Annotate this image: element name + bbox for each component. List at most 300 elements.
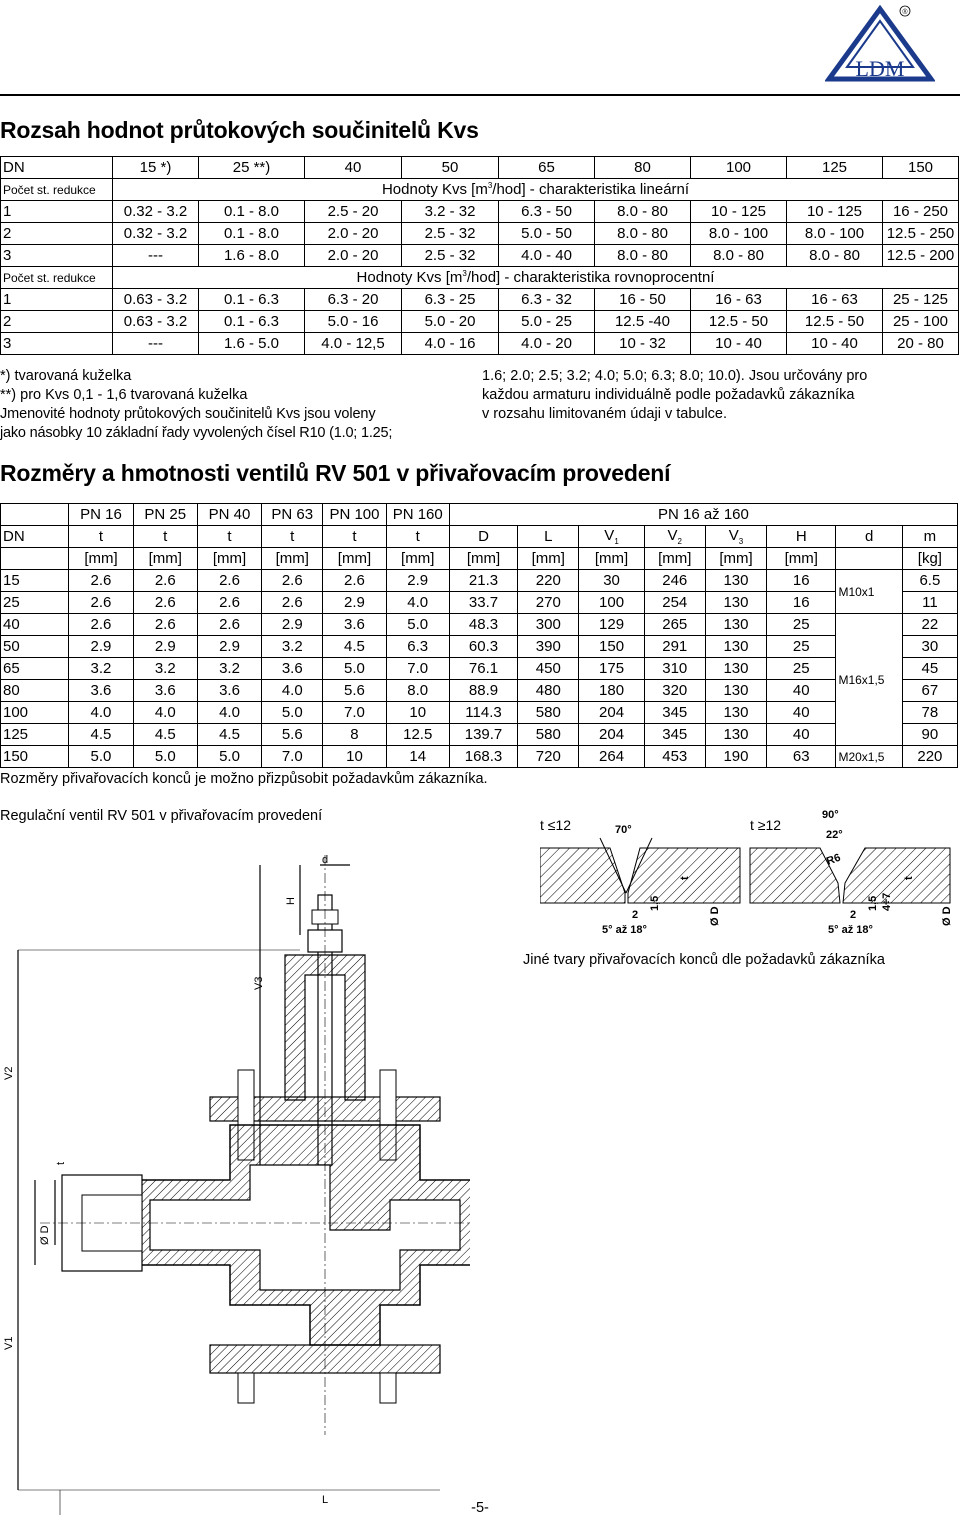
dims-cell: 130 <box>705 724 766 746</box>
dims-row <box>1 658 958 680</box>
kvs-section-header <box>1 267 959 289</box>
svg-text:4÷7: 4÷7 <box>881 892 893 911</box>
dims-cell: 265 <box>644 614 705 636</box>
kvs-cell: 16 - 50 <box>595 289 691 311</box>
mass-value: 67 <box>902 680 957 702</box>
kvs-cell: 8.0 - 80 <box>595 201 691 223</box>
dims-cell: 60.3 <box>449 636 517 658</box>
dims-row <box>1 724 958 746</box>
kvs-cell: 5.0 - 25 <box>499 311 595 333</box>
unit: [mm] <box>579 548 644 570</box>
col-header: $V_3$ <box>705 526 766 548</box>
dims-cell: 168.3 <box>449 746 517 768</box>
dims-cell: 2.6 <box>197 614 261 636</box>
pn-row <box>1 504 958 526</box>
unit: [mm] <box>197 548 261 570</box>
kvs-row <box>1 289 959 311</box>
dims-cell: 390 <box>518 636 579 658</box>
kvs-cell: 16 - 63 <box>691 289 787 311</box>
dims-cell: 7.0 <box>323 702 386 724</box>
kvs-cell: 10 - 32 <box>595 333 691 355</box>
unit: [mm] <box>518 548 579 570</box>
dims-cell: 129 <box>579 614 644 636</box>
dims-cell: 130 <box>705 680 766 702</box>
dims-cell: 2.9 <box>197 636 261 658</box>
svg-text:2: 2 <box>632 909 639 921</box>
dims-cell: 40 <box>767 724 836 746</box>
dims-cell: 40 <box>767 680 836 702</box>
dims-cell: 4.0 <box>197 702 261 724</box>
pn-header: PN 25 <box>133 504 197 526</box>
kvs-cell: 25 - 100 <box>883 311 959 333</box>
dims-row <box>1 680 958 702</box>
kvs-cell: 10 - 125 <box>691 201 787 223</box>
stage-number: 2 <box>1 223 113 245</box>
dims-cell: 2.6 <box>262 570 323 592</box>
kvs-cell: 8.0 - 100 <box>691 223 787 245</box>
dn-value: 15 <box>1 570 69 592</box>
unit: [mm] <box>386 548 449 570</box>
dims-cell: 5.6 <box>262 724 323 746</box>
dims-row <box>1 636 958 658</box>
stage-label: Počet st. redukce <box>1 179 113 201</box>
dims-cell: 2.9 <box>386 570 449 592</box>
kvs-cell: 6.3 - 32 <box>499 289 595 311</box>
weld-details <box>540 808 960 943</box>
kvs-cell: 1.6 - 5.0 <box>199 333 305 355</box>
dn-value: 25 <box>1 592 69 614</box>
dims-cell: 345 <box>644 702 705 724</box>
dims-cell: 5.0 <box>197 746 261 768</box>
mass-value: 11 <box>902 592 957 614</box>
unit: [kg] <box>902 548 957 570</box>
dims-cell: 2.9 <box>69 636 133 658</box>
dims-cell: 310 <box>644 658 705 680</box>
col-header: D <box>449 526 517 548</box>
dims-cell: 2.6 <box>69 614 133 636</box>
dims-cell: 30 <box>579 570 644 592</box>
svg-text:5° až 18°: 5° až 18° <box>828 924 873 936</box>
thread-size: M10x1 <box>836 570 902 614</box>
units-row <box>1 548 958 570</box>
svg-text:t: t <box>679 876 691 880</box>
kvs-cell: 12.5 -40 <box>595 311 691 333</box>
dn-value: 50 <box>402 157 499 179</box>
dims-cell: 720 <box>518 746 579 768</box>
kvs-cell: 8.0 - 80 <box>595 245 691 267</box>
unit: [mm] <box>705 548 766 570</box>
dims-cell: 8.0 <box>386 680 449 702</box>
svg-text:R6: R6 <box>824 851 843 868</box>
dims-cell: 40 <box>767 702 836 724</box>
kvs-cell: 6.3 - 20 <box>305 289 402 311</box>
col-header: m <box>902 526 957 548</box>
label-V1: V1 <box>3 1336 15 1350</box>
col-header-row <box>1 526 958 548</box>
dims-row <box>1 746 958 768</box>
dims-cell: 300 <box>518 614 579 636</box>
kvs-cell: 12.5 - 250 <box>883 223 959 245</box>
dims-cell: 63 <box>767 746 836 768</box>
kvs-section-heading: Hodnoty Kvs $[m^3/hod]$ - charakteristika rovnoprocentní <box>113 267 959 289</box>
dims-cell: 88.9 <box>449 680 517 702</box>
kvs-cell: 2.0 - 20 <box>305 245 402 267</box>
dims-cell: 320 <box>644 680 705 702</box>
weld-left-cond: t ≤12 <box>540 817 572 833</box>
dims-cell: 6.3 <box>386 636 449 658</box>
stage-number: 1 <box>1 289 113 311</box>
unit: [mm] <box>69 548 133 570</box>
dims-cell: 5.0 <box>133 746 197 768</box>
col-header: t <box>197 526 261 548</box>
dims-row <box>1 570 958 592</box>
dims-cell: 2.6 <box>133 614 197 636</box>
dims-cell: 7.0 <box>386 658 449 680</box>
dn-value: 65 <box>1 658 69 680</box>
dims-cell: 139.7 <box>449 724 517 746</box>
dims-cell: 130 <box>705 702 766 724</box>
kvs-cell: 6.3 - 50 <box>499 201 595 223</box>
kvs-cell: 4.0 - 40 <box>499 245 595 267</box>
dims-cell: 2.9 <box>262 614 323 636</box>
kvs-cell: 0.63 - 3.2 <box>113 311 199 333</box>
col-header: L <box>518 526 579 548</box>
dims-cell: 130 <box>705 614 766 636</box>
dn-value: 65 <box>499 157 595 179</box>
kvs-cell: 2.5 - 20 <box>305 201 402 223</box>
svg-text:t: t <box>903 876 915 880</box>
col-header: t <box>323 526 386 548</box>
kvs-cell: 0.1 - 6.3 <box>199 311 305 333</box>
mass-value: 45 <box>902 658 957 680</box>
dims-cell: 2.9 <box>323 592 386 614</box>
dims-cell: 5.0 <box>323 658 386 680</box>
dims-cell: 5.6 <box>323 680 386 702</box>
dn-value: 150 <box>1 746 69 768</box>
dims-cell: 2.6 <box>133 592 197 614</box>
col-header: d <box>836 526 902 548</box>
stage-number: 3 <box>1 245 113 267</box>
label-L: L <box>321 1494 329 1506</box>
kvs-cell: 1.6 - 8.0 <box>199 245 305 267</box>
dims-footnote: Rozměry přivařovacích konců je možno přizpůsobit požadavkům zákazníka. <box>0 771 488 787</box>
kvs-cell: 8.0 - 80 <box>787 245 883 267</box>
dims-cell: 21.3 <box>449 570 517 592</box>
kvs-cell: 0.32 - 3.2 <box>113 223 199 245</box>
kvs-row <box>1 245 959 267</box>
dims-cell: 2.6 <box>323 570 386 592</box>
svg-text:®: ® <box>902 9 908 16</box>
kvs-cell: 5.0 - 20 <box>402 311 499 333</box>
kvs-section-heading: Hodnoty Kvs $[m^3/hod]$ - charakteristika lineární <box>113 179 959 201</box>
pn-header: PN 16 až 160 <box>449 504 957 526</box>
mass-value: 22 <box>902 614 957 636</box>
thread-size: M16x1,5 <box>836 614 902 746</box>
svg-text:Ø D: Ø D <box>941 906 953 926</box>
dims-cell: 204 <box>579 702 644 724</box>
unit: [mm] <box>133 548 197 570</box>
col-header: t <box>133 526 197 548</box>
pn-header: PN 63 <box>262 504 323 526</box>
weld-right-cond: t ≥12 <box>750 817 782 833</box>
dims-cell: 453 <box>644 746 705 768</box>
kvs-cell: 10 - 125 <box>787 201 883 223</box>
svg-text:70°: 70° <box>615 824 632 836</box>
dims-cell: 5.0 <box>386 614 449 636</box>
dims-cell: 5.0 <box>69 746 133 768</box>
kvs-cell: 8.0 - 80 <box>595 223 691 245</box>
dn-value: 25 **) <box>199 157 305 179</box>
dims-cell: 4.0 <box>386 592 449 614</box>
dims-cell: 3.6 <box>323 614 386 636</box>
label-D: Ø D <box>39 1225 51 1245</box>
label-d: d <box>321 854 329 866</box>
dims-cell: 246 <box>644 570 705 592</box>
kvs-cell: 10 - 40 <box>787 333 883 355</box>
unit: [mm] <box>767 548 836 570</box>
kvs-cell: 16 - 250 <box>883 201 959 223</box>
kvs-cell: 25 - 125 <box>883 289 959 311</box>
kvs-title: Rozsah hodnot průtokových součinitelů Kvs <box>0 117 479 143</box>
dims-cell: 2.6 <box>69 570 133 592</box>
dn-value: 100 <box>691 157 787 179</box>
dims-cell: 264 <box>579 746 644 768</box>
dims-cell: 33.7 <box>449 592 517 614</box>
dims-cell: 25 <box>767 658 836 680</box>
dims-cell: 48.3 <box>449 614 517 636</box>
dn-value: 125 <box>1 724 69 746</box>
dn-value: 150 <box>883 157 959 179</box>
kvs-cell: 5.0 - 50 <box>499 223 595 245</box>
dims-cell: 2.9 <box>133 636 197 658</box>
svg-text:90°: 90° <box>822 809 839 821</box>
kvs-cell: 10 - 40 <box>691 333 787 355</box>
pn-header: PN 16 <box>69 504 133 526</box>
dims-cell: 100 <box>579 592 644 614</box>
kvs-row <box>1 333 959 355</box>
col-header: DN <box>1 526 69 548</box>
logo-text: LDM <box>855 56 905 81</box>
dims-cell: 25 <box>767 614 836 636</box>
dims-cell: 130 <box>705 636 766 658</box>
dims-cell: 2.6 <box>133 570 197 592</box>
kvs-cell: 5.0 - 16 <box>305 311 402 333</box>
dims-title: Rozměry a hmotnosti ventilů RV 501 v přivařovacím provedení <box>0 460 671 486</box>
dims-row <box>1 592 958 614</box>
dims-cell: 7.0 <box>262 746 323 768</box>
dims-cell: 580 <box>518 724 579 746</box>
dims-cell: 10 <box>386 702 449 724</box>
kvs-cell: --- <box>113 245 199 267</box>
unit: [mm] <box>262 548 323 570</box>
dn-value: 125 <box>787 157 883 179</box>
dims-cell: 291 <box>644 636 705 658</box>
dn-value: 40 <box>1 614 69 636</box>
label-t: t <box>55 1161 67 1165</box>
dims-cell: 4.0 <box>133 702 197 724</box>
kvs-cell: 12.5 - 50 <box>787 311 883 333</box>
dims-cell: 4.5 <box>323 636 386 658</box>
kvs-cell: 2.0 - 20 <box>305 223 402 245</box>
dn-value: 40 <box>305 157 402 179</box>
dims-cell: 480 <box>518 680 579 702</box>
dims-cell: 3.2 <box>133 658 197 680</box>
kvs-cell: --- <box>113 333 199 355</box>
dn-label: DN <box>1 157 113 179</box>
dims-table <box>0 503 958 768</box>
dims-cell: 204 <box>579 724 644 746</box>
label-H: H <box>285 897 297 905</box>
kvs-cell: 2.5 - 32 <box>402 223 499 245</box>
dims-cell: 2.6 <box>197 592 261 614</box>
ldm-logo <box>825 5 935 83</box>
kvs-row <box>1 311 959 333</box>
kvs-cell: 4.0 - 16 <box>402 333 499 355</box>
pn-header: PN 160 <box>386 504 449 526</box>
stage-number: 3 <box>1 333 113 355</box>
mass-value: 30 <box>902 636 957 658</box>
dn-value: 50 <box>1 636 69 658</box>
dims-cell: 2.6 <box>262 592 323 614</box>
kvs-cell: 12.5 - 50 <box>691 311 787 333</box>
kvs-notes-left: *) tvarovaná kuželka **) pro Kvs 0,1 - 1,6 tvarovaná kuželka Jmenovité hodnoty průtokových součinitelů Kvs jsou voleny jako násobky 10 základní řady vyvolených čísel R10 (1.0; 1.25; <box>0 368 393 441</box>
svg-text:22°: 22° <box>826 829 843 841</box>
thread-size: M20x1,5 <box>836 746 902 768</box>
kvs-cell: 4.0 - 20 <box>499 333 595 355</box>
svg-text:1,5: 1,5 <box>649 895 661 911</box>
dims-cell: 8 <box>323 724 386 746</box>
mass-value: 220 <box>902 746 957 768</box>
svg-text:5° až 18°: 5° až 18° <box>602 924 647 936</box>
dims-cell: 345 <box>644 724 705 746</box>
svg-text:2: 2 <box>850 909 857 921</box>
dims-cell: 2.6 <box>69 592 133 614</box>
dn-value: 100 <box>1 702 69 724</box>
pn-header: PN 40 <box>197 504 261 526</box>
valve-drawing <box>0 835 470 1515</box>
dn-value: 80 <box>595 157 691 179</box>
col-header: $V_2$ <box>644 526 705 548</box>
kvs-dn-row <box>1 157 959 179</box>
dims-cell: 114.3 <box>449 702 517 724</box>
dims-cell: 4.5 <box>133 724 197 746</box>
dims-cell: 16 <box>767 570 836 592</box>
dims-cell: 5.0 <box>262 702 323 724</box>
dims-cell: 3.2 <box>69 658 133 680</box>
kvs-cell: 0.1 - 8.0 <box>199 201 305 223</box>
dims-row <box>1 614 958 636</box>
kvs-cell: 16 - 63 <box>787 289 883 311</box>
dims-cell: 4.5 <box>197 724 261 746</box>
kvs-cell: 0.1 - 8.0 <box>199 223 305 245</box>
unit: [mm] <box>644 548 705 570</box>
dims-cell: 220 <box>518 570 579 592</box>
dims-cell: 190 <box>705 746 766 768</box>
dims-cell: 180 <box>579 680 644 702</box>
col-header: $V_1$ <box>579 526 644 548</box>
svg-text:Ø D: Ø D <box>709 906 721 926</box>
mass-value: 78 <box>902 702 957 724</box>
dims-cell: 3.6 <box>69 680 133 702</box>
dims-cell: 130 <box>705 658 766 680</box>
kvs-row <box>1 223 959 245</box>
dims-cell: 76.1 <box>449 658 517 680</box>
dims-cell: 3.2 <box>262 636 323 658</box>
col-header: t <box>386 526 449 548</box>
kvs-cell: 20 - 80 <box>883 333 959 355</box>
dims-cell: 580 <box>518 702 579 724</box>
dn-value: 80 <box>1 680 69 702</box>
dims-cell: 150 <box>579 636 644 658</box>
dims-cell: 10 <box>323 746 386 768</box>
label-V2: V2 <box>3 1066 15 1080</box>
dims-cell: 2.6 <box>197 570 261 592</box>
dims-cell: 3.6 <box>133 680 197 702</box>
kvs-notes-right: 1.6; 2.0; 2.5; 3.2; 4.0; 5.0; 6.3; 8.0; 10.0). Jsou určovány pro každou armaturu individuálně podle požadavků zákazníka v rozsahu limitovaném údaji v tabulce. <box>482 368 868 422</box>
mass-value: 6.5 <box>902 570 957 592</box>
dims-cell: 4.0 <box>262 680 323 702</box>
weld-caption: Jiné tvary přivařovacích konců dle požadavků zákazníka <box>523 952 885 968</box>
dims-cell: 254 <box>644 592 705 614</box>
stage-number: 2 <box>1 311 113 333</box>
dims-cell: 450 <box>518 658 579 680</box>
dims-cell: 130 <box>705 592 766 614</box>
kvs-cell: 0.32 - 3.2 <box>113 201 199 223</box>
kvs-table <box>0 156 959 355</box>
dims-cell: 3.2 <box>197 658 261 680</box>
dn-value: 15 *) <box>113 157 199 179</box>
kvs-cell: 8.0 - 80 <box>691 245 787 267</box>
dims-cell: 12.5 <box>386 724 449 746</box>
kvs-cell: 4.0 - 12,5 <box>305 333 402 355</box>
dims-cell: 270 <box>518 592 579 614</box>
kvs-cell: 0.63 - 3.2 <box>113 289 199 311</box>
kvs-section-header <box>1 179 959 201</box>
mass-value: 90 <box>902 724 957 746</box>
dims-row <box>1 702 958 724</box>
kvs-row <box>1 201 959 223</box>
col-header: H <box>767 526 836 548</box>
dims-cell: 4.5 <box>69 724 133 746</box>
col-header: t <box>69 526 133 548</box>
stage-number: 1 <box>1 201 113 223</box>
dims-cell: 14 <box>386 746 449 768</box>
page-number: -5- <box>471 1500 489 1516</box>
col-header: t <box>262 526 323 548</box>
kvs-cell: 6.3 - 25 <box>402 289 499 311</box>
dims-cell: 175 <box>579 658 644 680</box>
dims-cell: 25 <box>767 636 836 658</box>
drawing-caption: Regulační ventil RV 501 v přivařovacím provedení <box>0 808 323 824</box>
kvs-cell: 2.5 - 32 <box>402 245 499 267</box>
unit: [mm] <box>323 548 386 570</box>
unit: [mm] <box>449 548 517 570</box>
dims-cell: 4.0 <box>69 702 133 724</box>
dims-cell: 16 <box>767 592 836 614</box>
svg-text:1,5: 1,5 <box>867 895 879 911</box>
dims-cell: 3.6 <box>197 680 261 702</box>
header-rule <box>0 94 960 96</box>
pn-header: PN 100 <box>323 504 386 526</box>
kvs-cell: 8.0 - 100 <box>787 223 883 245</box>
label-V3: V3 <box>253 976 265 990</box>
dims-cell: 3.6 <box>262 658 323 680</box>
kvs-cell: 0.1 - 6.3 <box>199 289 305 311</box>
kvs-cell: 3.2 - 32 <box>402 201 499 223</box>
kvs-cell: 12.5 - 200 <box>883 245 959 267</box>
stage-label: Počet st. redukce <box>1 267 113 289</box>
dims-cell: 130 <box>705 570 766 592</box>
